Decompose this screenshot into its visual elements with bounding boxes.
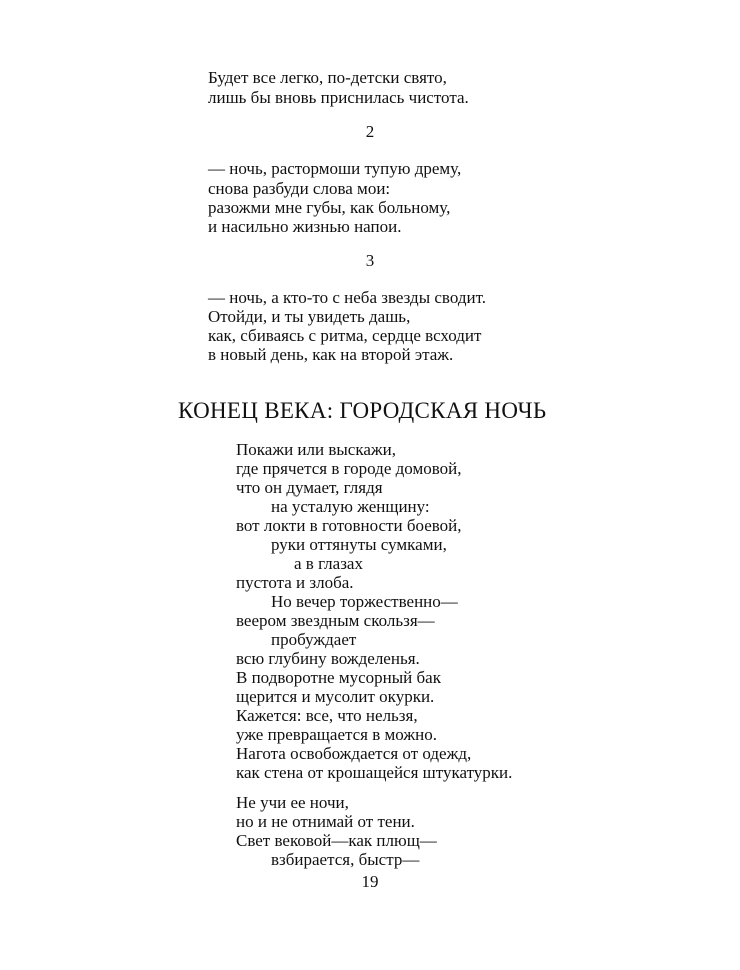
verse-line: а в глазах <box>294 554 363 573</box>
verse-line: Не учи ее ночи, <box>236 793 349 812</box>
verse-line: разожми мне губы, как больному, <box>208 198 451 217</box>
verse-line: руки оттянуты сумками, <box>271 535 447 554</box>
verse-line: пробуждает <box>271 630 357 649</box>
verse-line: в новый день, как на второй этаж. <box>208 345 454 364</box>
verse-line: щерится и мусолит окурки. <box>236 687 435 706</box>
verse-line: где прячется в городе домовой, <box>236 459 462 478</box>
verse-line: и насильно жизнью напои. <box>208 217 402 236</box>
verse-line: вот локти в готовности боевой, <box>236 516 462 535</box>
poem-title: КОНЕЦ ВЕКА: ГОРОДСКАЯ НОЧЬ <box>178 398 547 423</box>
verse-line: взбирается, быстр— <box>271 850 420 869</box>
verse-line: — ночь, а кто-то с неба звезды сводит. <box>208 288 486 307</box>
verse-line: уже превращается в можно. <box>236 725 437 744</box>
verse-line: Но вечер торжественно— <box>271 592 458 611</box>
section-number: 2 <box>365 122 375 141</box>
verse-line: но и не отнимай от тени. <box>236 812 415 831</box>
page-number: 19 <box>361 872 379 891</box>
verse-line: на усталую женщину: <box>271 497 430 516</box>
verse-line: Нагота освобождается от одежд, <box>236 744 472 763</box>
verse-line: Отойди, и ты увидеть дашь, <box>208 307 411 326</box>
verse-line: что он думает, глядя <box>236 478 383 497</box>
section-number: 3 <box>365 251 375 270</box>
verse-line: — ночь, растормоши тупую дрему, <box>208 159 462 178</box>
verse-line: лишь бы вновь приснилась чистота. <box>208 88 469 107</box>
verse-line: снова разбуди слова мои: <box>208 179 391 198</box>
verse-line: всю глубину вожделенья. <box>236 649 420 668</box>
verse-line: Кажется: все, что нельзя, <box>236 706 418 725</box>
verse-line: Свет вековой—как плющ— <box>236 831 437 850</box>
verse-line: В подворотне мусорный бак <box>236 668 441 687</box>
verse-line: пустота и злоба. <box>236 573 354 592</box>
verse-line: Будет все легко, по-детски свято, <box>208 68 447 87</box>
verse-line: как, сбиваясь с ритма, сердце всходит <box>208 326 482 345</box>
verse-line: как стена от крошащейся штукатурки. <box>236 763 513 782</box>
verse-line: Покажи или выскажи, <box>236 440 396 459</box>
verse-line: веером звездным скользя— <box>236 611 435 630</box>
